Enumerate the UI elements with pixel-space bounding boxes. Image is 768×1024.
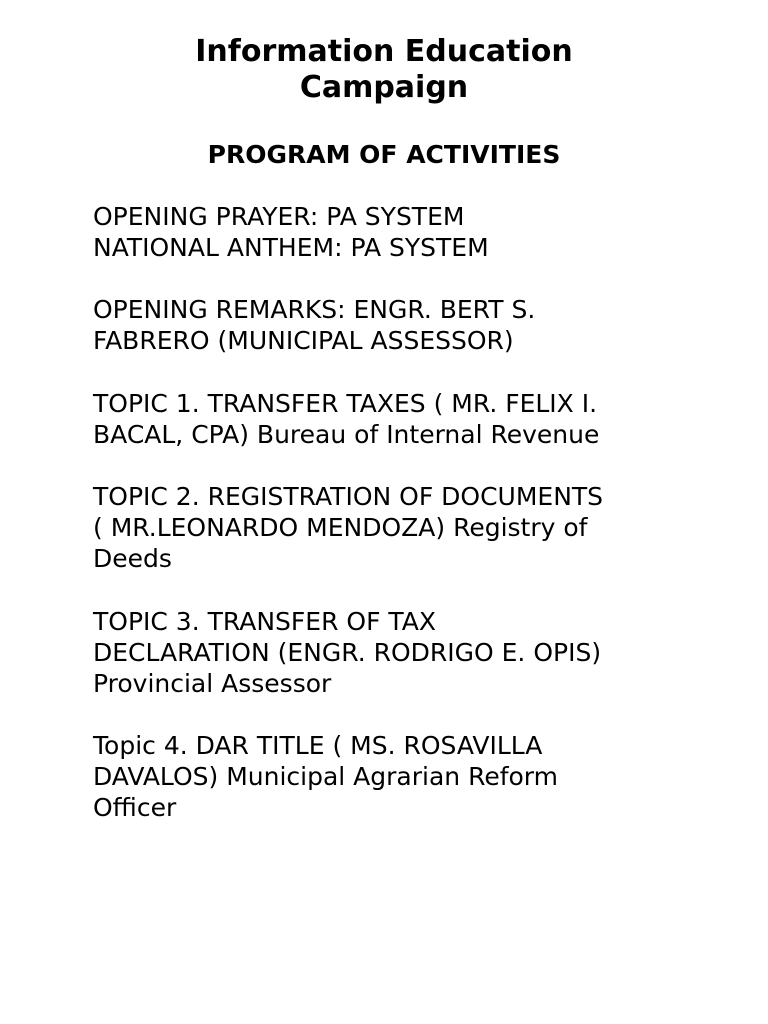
title-line-2: Campaign — [299, 70, 469, 105]
paragraph-topic-4 — [93, 730, 693, 823]
paragraph-line: TOPIC 2. REGISTRATION OF DOCUMENTS — [93, 482, 604, 511]
paragraph-line: Topic 4. DAR TITLE ( MS. ROSAVILLA — [93, 731, 543, 760]
paragraph-topic-1 — [93, 388, 693, 450]
program-heading: PROGRAM OF ACTIVITIES — [207, 140, 561, 169]
document-title — [0, 34, 768, 106]
paragraph-line: DAVALOS) Municipal Agrarian Reform — [93, 762, 559, 791]
paragraph-line: OPENING REMARKS: ENGR. BERT S. — [93, 295, 536, 324]
title-line-1: Information Education — [195, 34, 573, 69]
paragraph-line: OPENING PRAYER: PA SYSTEM — [93, 202, 465, 231]
paragraph-topic-3 — [93, 606, 693, 699]
paragraph-opening-prayer-anthem — [93, 201, 693, 263]
paragraph-line: FABRERO (MUNICIPAL ASSESSOR) — [93, 326, 514, 355]
paragraph-line: ( MR.LEONARDO MENDOZA) Registry of — [93, 513, 588, 542]
paragraph-line: Deeds — [93, 544, 172, 573]
paragraph-line: Officer — [93, 793, 177, 822]
paragraph-line: NATIONAL ANTHEM: PA SYSTEM — [93, 233, 489, 262]
paragraph-line: BACAL, CPA) Bureau of Internal Revenue — [93, 420, 600, 449]
paragraph-line: TOPIC 1. TRANSFER TAXES ( MR. FELIX I. — [93, 389, 598, 418]
paragraph-opening-remarks — [93, 294, 693, 356]
paragraph-topic-2 — [93, 481, 693, 574]
paragraph-line: TOPIC 3. TRANSFER OF TAX — [93, 607, 436, 636]
paragraph-line: Provincial Assessor — [93, 669, 332, 698]
paragraph-line: DECLARATION (ENGR. RODRIGO E. OPIS) — [93, 638, 602, 667]
